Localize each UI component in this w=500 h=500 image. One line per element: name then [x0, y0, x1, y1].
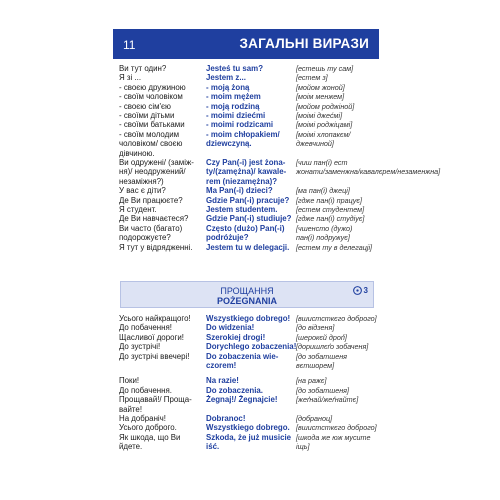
- phrase-pronunciation: [296, 73, 384, 82]
- phrase-pronunciation: [296, 92, 384, 101]
- section1-ukrainian-column: [119, 64, 207, 252]
- phrase-pronunciation: [296, 130, 384, 149]
- phrase-ukrainian: [119, 352, 207, 361]
- phrase-polish: [206, 130, 296, 149]
- audio-track-number: 3: [363, 286, 368, 295]
- section2-polish-column: [206, 314, 296, 452]
- phrase-line: [гдже пан(і) працує]: [296, 195, 362, 205]
- phrase-polish: [206, 423, 296, 451]
- phrase-pronunciation: [296, 386, 384, 395]
- phrase-line: Як шкода, що Ви: [119, 432, 181, 442]
- phrase-line: [до відзеня]: [296, 323, 335, 333]
- phrase-polish: [206, 224, 296, 243]
- phrase-ukrainian: [119, 414, 207, 423]
- phrase-pronunciation: [296, 314, 384, 323]
- phrase-line: Усього доброго.: [119, 423, 177, 433]
- phrase-line: ня)/ неодружений/: [119, 167, 186, 177]
- phrase-pronunciation: [296, 83, 384, 92]
- phrase-line: Dobranoc!: [206, 414, 246, 423]
- phrase-line: Ma Pan(-i) dzieci?: [206, 186, 273, 196]
- phrase-polish: [206, 120, 296, 129]
- phrase-line: - своїм молодим: [119, 129, 180, 139]
- phrase-ukrainian: [119, 73, 207, 82]
- phrase-line: [до зобатшеня]: [296, 385, 350, 395]
- phrase-polish: [206, 386, 296, 395]
- phrase-ukrainian: [119, 196, 207, 205]
- phrase-ukrainian: [119, 333, 207, 342]
- phrase-line: чоловіком/ своєю: [119, 139, 183, 149]
- phrase-line: Я зі ...: [119, 73, 142, 83]
- phrase-pronunciation: [296, 120, 384, 129]
- phrase-line: Gdzie Pan(-i) studiuje?: [206, 214, 292, 224]
- phrase-line: [вшистсткєго доброго]: [296, 314, 377, 323]
- phrase-line: дівчиною.: [119, 148, 155, 158]
- phrase-ukrainian: [119, 323, 207, 332]
- phrase-line: Do zobaczenia.: [206, 385, 263, 395]
- phrase-line: [добраноц]: [296, 414, 333, 423]
- phrase-polish: [206, 414, 296, 423]
- phrase-line: вєтшорем]: [296, 361, 335, 370]
- phrase-line: жонати/заменжна/кавалєрем/незаменжна]: [296, 167, 441, 177]
- phrase-line: вайте!: [119, 404, 143, 414]
- phrase-line: [шкода же юж мусите: [296, 432, 371, 442]
- phrase-line: [естешь ту сам]: [296, 64, 354, 73]
- phrase-polish: [206, 186, 296, 195]
- phrase-line: Прощавай!/ Проща-: [119, 395, 192, 405]
- phrase-line: Поки!: [119, 376, 140, 386]
- phrase-line: [жеґнай/жеґнайтє]: [296, 395, 359, 405]
- section2-ukrainian-column: [119, 314, 207, 452]
- phrase-line: Jesteś tu sam?: [206, 64, 264, 73]
- phrase-pronunciation: [296, 102, 384, 111]
- phrase-line: [естем студентем]: [296, 205, 365, 214]
- phrase-line: ty/(zamężna)/ kawale-: [206, 167, 287, 177]
- phrase-polish: [206, 205, 296, 214]
- phrase-line: Czy Pan(-i) jest żona-: [206, 158, 286, 167]
- phrase-polish: [206, 376, 296, 385]
- phrase-line: [вшистсткєго доброго]: [296, 423, 377, 433]
- phrase-line: Wszystkiego dobrego.: [206, 423, 290, 433]
- phrase-line: rem (niezamężna)?: [206, 176, 278, 186]
- phrase-line: [мойом жоной]: [296, 82, 345, 92]
- phrase-line: Dorychlego zobaczenia!: [206, 342, 297, 352]
- section1-pronunciation-column: [296, 64, 441, 252]
- phrase-line: - своїм чоловіком: [119, 92, 183, 102]
- phrase-line: Ви тут один?: [119, 64, 167, 73]
- phrase-ukrainian: [119, 120, 207, 129]
- phrase-line: [мойом роджіной]: [296, 101, 355, 111]
- phrase-line: Na razie!: [206, 376, 239, 386]
- phrase-line: - moimi dziećmi: [206, 111, 266, 120]
- phrase-ukrainian: [119, 342, 207, 351]
- phrase-line: іщь]: [296, 442, 310, 452]
- phrase-line: На добраніч!: [119, 414, 166, 423]
- phrase-line: Jestem z...: [206, 73, 246, 83]
- phrase-line: [чиш пан(і) ест: [296, 158, 348, 167]
- phrase-pronunciation: [296, 196, 384, 205]
- phrase-pronunciation: [296, 333, 384, 342]
- phrase-line: Де Ви навчаєтеся?: [119, 214, 189, 224]
- phrase-line: Ви одружені/ (заміж-: [119, 158, 194, 167]
- phrase-line: dziewczyną.: [206, 139, 252, 149]
- phrase-ukrainian: [119, 92, 207, 101]
- phrase-ukrainian: [119, 224, 207, 243]
- phrase-ukrainian: [119, 395, 207, 414]
- phrase-line: [естем з]: [296, 73, 328, 83]
- phrase-line: [доришлєґо зобаченя]: [296, 342, 369, 352]
- phrase-pronunciation: [296, 64, 384, 73]
- phrase-line: Jestem studentem.: [206, 205, 278, 214]
- phrase-line: Я тут у відрядженні.: [119, 242, 193, 252]
- phrase-line: Do widzenia!: [206, 323, 255, 333]
- phrase-line: [моім менжем]: [296, 92, 345, 102]
- phrase-line: До зустрічі!: [119, 342, 161, 352]
- phrase-line: [на ражє]: [296, 376, 327, 386]
- phrase-line: Я студент.: [119, 205, 157, 214]
- phrase-line: [шерокєй дроґі]: [296, 332, 347, 342]
- phrase-ukrainian: [119, 423, 207, 451]
- phrase-line: Szkoda, że już musicie: [206, 432, 292, 442]
- phrase-ukrainian: [119, 158, 207, 186]
- phrase-polish: [206, 323, 296, 332]
- phrase-ukrainian: [119, 376, 207, 385]
- phrase-line: czorem!: [206, 361, 237, 370]
- phrase-ukrainian: [119, 314, 207, 323]
- phrase-line: podróżuje?: [206, 233, 249, 243]
- phrase-polish: [206, 342, 296, 351]
- section2-pronunciation-column: [296, 314, 384, 452]
- phrase-pronunciation: [296, 205, 384, 214]
- phrase-ukrainian: [119, 243, 207, 252]
- phrase-line: [ма пан(і) джеці]: [296, 186, 350, 196]
- phrase-ukrainian: [119, 386, 207, 395]
- phrase-line: - своєю дружиною: [119, 82, 186, 92]
- phrase-polish: [206, 352, 296, 371]
- phrase-polish: [206, 214, 296, 223]
- phrase-line: - moim mężem: [206, 92, 261, 102]
- phrase-pronunciation: [296, 376, 384, 385]
- phrase-polish: [206, 92, 296, 101]
- phrase-line: - moją żoną: [206, 82, 250, 92]
- farewells-section-box: [120, 281, 374, 308]
- phrase-polish: [206, 158, 296, 186]
- phrase-line: Щасливої дороги!: [119, 332, 184, 342]
- phrase-polish: [206, 102, 296, 111]
- phrase-pronunciation: [296, 214, 384, 223]
- phrase-polish: [206, 73, 296, 82]
- phrase-pronunciation: [296, 342, 384, 351]
- phrase-line: подорожуєте?: [119, 233, 171, 243]
- phrase-line: [до зобатшеня: [296, 351, 348, 361]
- phrase-line: Jestem tu w delegacji.: [206, 242, 290, 252]
- page-number: 11: [123, 38, 136, 52]
- phrase-ukrainian: [119, 130, 207, 158]
- phrase-line: [моімі джеćмі]: [296, 111, 343, 120]
- phrase-polish: [206, 111, 296, 120]
- phrase-ukrainian: [119, 214, 207, 223]
- phrase-pronunciation: [296, 243, 384, 252]
- page-header: [113, 29, 379, 59]
- phrase-line: Де Ви працюєте?: [119, 195, 183, 205]
- phrase-line: Do zobaczenia wie-: [206, 351, 279, 361]
- phrase-line: [гдже пан(і) студіує]: [296, 214, 365, 224]
- phrase-line: [естем ту в делегацji]: [296, 242, 373, 252]
- audio-cd-icon: [353, 286, 362, 295]
- phrase-line: йдете.: [119, 442, 143, 452]
- phrase-line: До побачення!: [119, 323, 172, 333]
- phrase-pronunciation: [296, 352, 384, 371]
- phrase-line: - своєю сім'єю: [119, 101, 171, 111]
- phrase-pronunciation: [296, 395, 384, 404]
- phrase-line: У вас є діти?: [119, 186, 166, 196]
- phrase-ukrainian: [119, 64, 207, 73]
- phrase-line: Szerokiej drogi!: [206, 332, 266, 342]
- phrase-pronunciation: [296, 224, 384, 243]
- phrase-line: [моімі роджіцамі]: [296, 120, 353, 130]
- section1-polish-column: [206, 64, 296, 252]
- phrase-pronunciation: [296, 111, 384, 120]
- phrase-pronunciation: [296, 323, 384, 332]
- phrase-polish: [206, 243, 296, 252]
- phrase-ukrainian: [119, 83, 207, 92]
- phrase-line: джевчиной]: [296, 139, 334, 149]
- phrase-pronunciation: [296, 158, 441, 177]
- phrase-ukrainian: [119, 186, 207, 195]
- phrase-polish: [206, 83, 296, 92]
- phrase-line: iść.: [206, 442, 220, 452]
- section-title: ЗАГАЛЬНІ ВИРАЗИ: [239, 36, 369, 51]
- phrase-line: Często (dużo) Pan(-i): [206, 223, 285, 233]
- phrase-line: Wszystkiego dobrego!: [206, 314, 291, 323]
- phrase-line: До зустрічі ввечері!: [119, 351, 190, 361]
- phrase-line: - moimi rodzicami: [206, 120, 274, 130]
- audio-track-indicator: [353, 286, 368, 295]
- phrase-pronunciation: [296, 414, 384, 423]
- phrase-polish: [206, 395, 296, 404]
- phrase-ukrainian: [119, 102, 207, 111]
- phrase-line: - moim chłopakiem/: [206, 129, 280, 139]
- phrase-line: незаміжня?): [119, 176, 164, 186]
- phrase-line: Усього найкращого!: [119, 314, 191, 323]
- phrase-line: - своїми батьками: [119, 120, 185, 130]
- phrase-line: Żegnaj!/ Żegnajcie!: [206, 395, 278, 405]
- phrase-line: Gdzie Pan(-i) pracuje?: [206, 195, 290, 205]
- phrase-line: - moją rodziną: [206, 101, 260, 111]
- phrase-line: Ви часто (багато): [119, 223, 183, 233]
- phrase-ukrainian: [119, 205, 207, 214]
- phrase-line: До побачення.: [119, 385, 172, 395]
- phrase-polish: [206, 64, 296, 73]
- farewells-title-polish: POŻEGNANIA: [216, 296, 277, 306]
- farewells-title-ukrainian: ПРОЩАННЯ: [220, 286, 274, 296]
- phrase-line: пан(і) подружує]: [296, 233, 350, 243]
- phrase-line: - своїми дітьми: [119, 111, 175, 120]
- phrase-polish: [206, 196, 296, 205]
- phrase-polish: [206, 314, 296, 323]
- phrase-line: [чшенсто (дужо): [296, 223, 353, 233]
- phrase-pronunciation: [296, 186, 384, 195]
- phrase-pronunciation: [296, 423, 384, 451]
- phrase-line: [моімі хлопакєм/: [296, 129, 351, 139]
- phrase-ukrainian: [119, 111, 207, 120]
- phrase-polish: [206, 333, 296, 342]
